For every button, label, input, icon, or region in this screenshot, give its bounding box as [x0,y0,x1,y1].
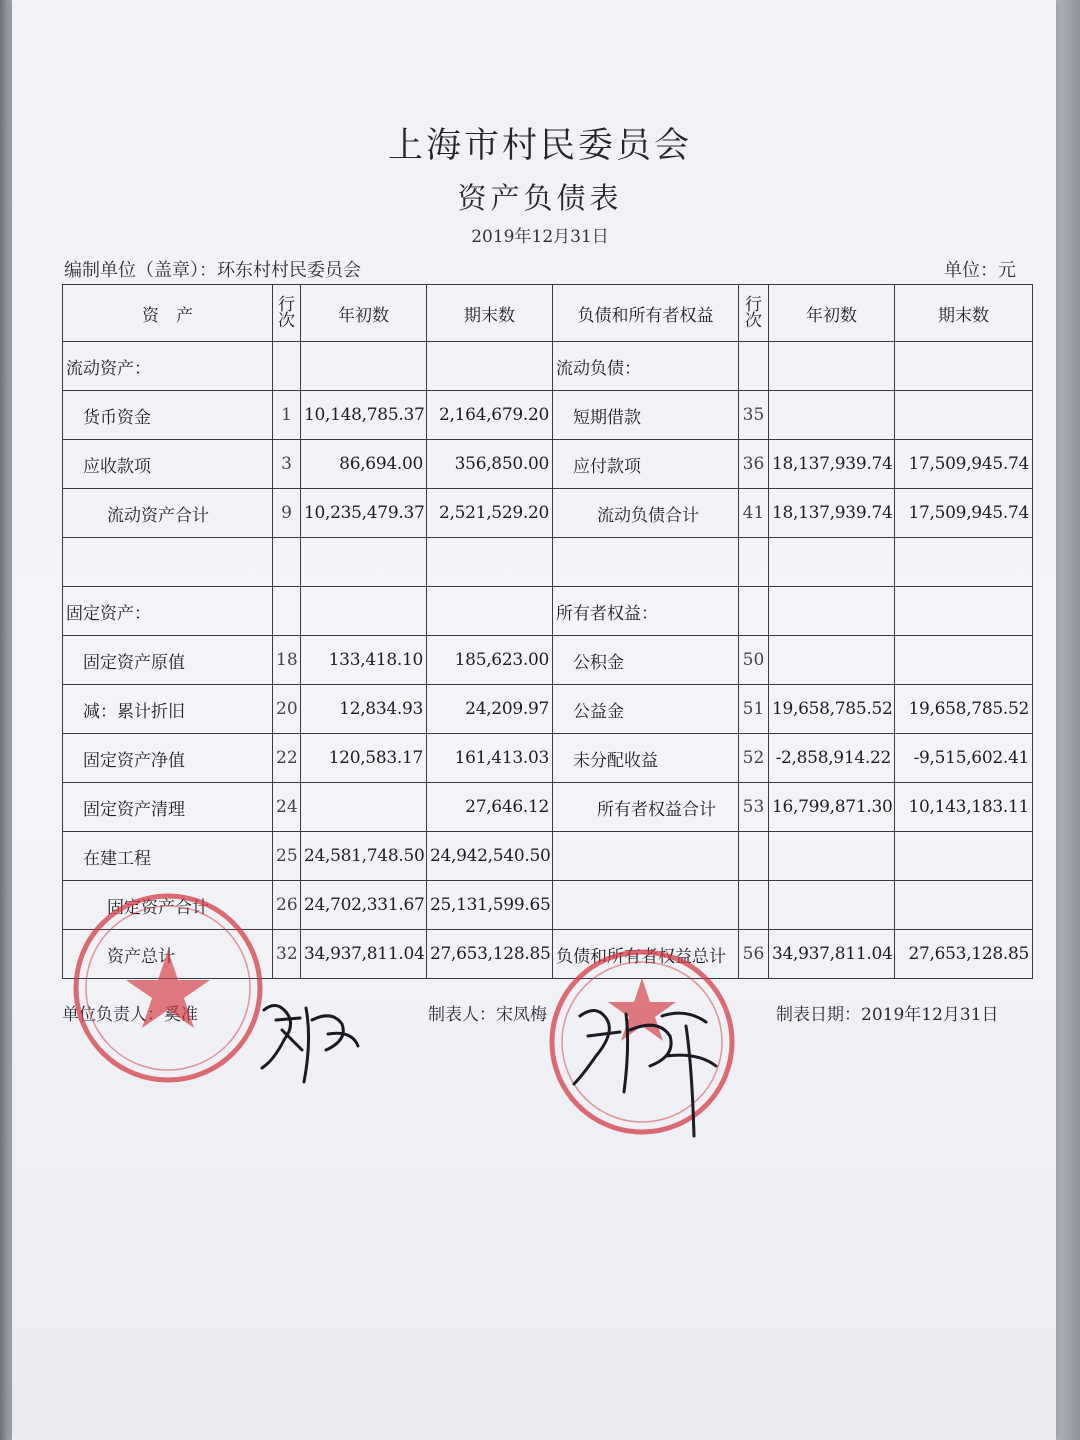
asset-row-no: 18 [273,636,301,685]
header-begin-left: 年初数 [301,285,427,342]
header-assets: 资 产 [63,285,273,342]
table-row [63,587,1033,636]
document-title: 上海市村民委员会 [387,126,692,166]
asset-end: 27,646.12 [427,783,553,832]
liability-row-no: 50 [739,636,769,685]
asset-end: 356,850.00 [427,440,553,489]
asset-row-no: 9 [273,489,301,538]
liability-begin: -2,858,914.22 [769,734,895,783]
liability-end: 17,509,945.74 [895,440,1033,489]
table-row [63,342,1033,391]
liability-begin: 34,937,811.04 [769,930,895,979]
asset-end [427,538,553,587]
liability-label: 所有者权益合计 [553,783,739,832]
asset-begin: 24,702,331.67 [301,881,427,930]
compiling-unit: 编制单位（盖章）：环东村村民委员会 [64,260,361,281]
document-subtitle: 资产负债表 [457,181,623,215]
asset-label: 在建工程 [63,832,273,881]
liability-begin: 16,799,871.30 [769,783,895,832]
liability-row-no [739,881,769,930]
asset-end: 185,623.00 [427,636,553,685]
table-row [63,489,1033,538]
unit-leader: 单位负责人：奚准 [62,1005,198,1025]
asset-end: 24,942,540.50 [427,832,553,881]
liability-label [553,538,739,587]
liability-row-no: 56 [739,930,769,979]
currency-unit: 单位：元 [944,260,1016,281]
liability-label: 流动负债： [553,342,739,391]
liability-row-no: 52 [739,734,769,783]
asset-row-no: 24 [273,783,301,832]
table-body [63,285,1033,979]
liability-label: 公积金 [553,636,739,685]
asset-begin: 133,418.10 [301,636,427,685]
liability-end [895,881,1033,930]
table-row [63,538,1033,587]
liability-label: 未分配收益 [553,734,739,783]
table-header-row [63,285,1033,342]
signature-left [256,990,366,1090]
liability-begin: 18,137,939.74 [769,489,895,538]
header-row-no-left: 行次 [273,285,301,342]
header-end-left: 期末数 [427,285,553,342]
liability-label: 应付款项 [553,440,739,489]
header-begin-right: 年初数 [769,285,895,342]
official-seal-left [68,888,268,1088]
asset-end [427,342,553,391]
asset-begin: 24,581,748.50 [301,832,427,881]
balance-sheet-table [62,284,1033,979]
liability-begin: 18,137,939.74 [769,440,895,489]
table-row [63,832,1033,881]
liability-end [895,342,1033,391]
asset-end: 161,413.03 [427,734,553,783]
table-row [63,636,1033,685]
liability-row-no: 35 [739,391,769,440]
asset-end: 25,131,599.65 [427,881,553,930]
liability-row-no [739,832,769,881]
liability-row-no: 41 [739,489,769,538]
liability-end: 10,143,183.11 [895,783,1033,832]
asset-row-no: 20 [273,685,301,734]
asset-row-no: 1 [273,391,301,440]
liability-end [895,832,1033,881]
preparation-date: 制表日期：2019年12月31日 [776,1005,999,1025]
report-date: 2019年12月31日 [471,227,609,247]
asset-label: 流动资产： [63,342,273,391]
liability-row-no [739,538,769,587]
liability-end [895,538,1033,587]
liability-row-no: 36 [739,440,769,489]
asset-label: 固定资产合计 [63,881,273,930]
asset-begin [301,538,427,587]
liability-end: 17,509,945.74 [895,489,1033,538]
asset-begin: 10,235,479.37 [301,489,427,538]
liability-begin [769,881,895,930]
liability-label [553,881,739,930]
liability-row-no [739,587,769,636]
header-end-right: 期末数 [895,285,1033,342]
asset-row-no: 26 [273,881,301,930]
liability-end: 27,653,128.85 [895,930,1033,979]
preparer: 制表人：宋凤梅 [428,1005,547,1025]
table-row [63,440,1033,489]
liability-end [895,391,1033,440]
asset-label: 固定资产： [63,587,273,636]
liability-label: 短期借款 [553,391,739,440]
liability-begin [769,538,895,587]
asset-end: 2,164,679.20 [427,391,553,440]
liability-label: 流动负债合计 [553,489,739,538]
table-row [63,391,1033,440]
asset-label: 货币资金 [63,391,273,440]
asset-label [63,538,273,587]
asset-begin: 120,583.17 [301,734,427,783]
asset-label: 资产总计 [63,930,273,979]
asset-begin [301,587,427,636]
asset-row-no [273,587,301,636]
asset-row-no [273,342,301,391]
liability-row-no: 53 [739,783,769,832]
asset-row-no [273,538,301,587]
asset-row-no: 3 [273,440,301,489]
asset-begin: 12,834.93 [301,685,427,734]
liability-label: 负债和所有者权益总计 [553,930,739,979]
asset-begin [301,783,427,832]
liability-begin [769,587,895,636]
liability-end: 19,658,785.52 [895,685,1033,734]
header-row-no-right: 行次 [739,285,769,342]
liability-label [553,832,739,881]
asset-begin [301,342,427,391]
asset-begin: 34,937,811.04 [301,930,427,979]
asset-label: 固定资产清理 [63,783,273,832]
asset-end: 24,209.97 [427,685,553,734]
liability-begin [769,636,895,685]
liability-label: 公益金 [553,685,739,734]
liability-row-no: 51 [739,685,769,734]
table-row [63,685,1033,734]
liability-begin [769,342,895,391]
asset-row-no: 22 [273,734,301,783]
asset-label: 固定资产净值 [63,734,273,783]
asset-label: 固定资产原值 [63,636,273,685]
asset-row-no: 25 [273,832,301,881]
liability-row-no [739,342,769,391]
asset-end [427,587,553,636]
asset-end: 2,521,529.20 [427,489,553,538]
asset-label: 流动资产合计 [63,489,273,538]
header-liabilities: 负债和所有者权益 [553,285,739,342]
liability-end [895,636,1033,685]
asset-row-no: 32 [273,930,301,979]
signature-right [566,996,726,1146]
asset-label: 应收款项 [63,440,273,489]
liability-end [895,587,1033,636]
liability-begin: 19,658,785.52 [769,685,895,734]
asset-label: 减：累计折旧 [63,685,273,734]
asset-begin: 86,694.00 [301,440,427,489]
liability-begin [769,391,895,440]
table-row [63,783,1033,832]
table-row [63,734,1033,783]
asset-begin: 10,148,785.37 [301,391,427,440]
liability-label: 所有者权益： [553,587,739,636]
liability-end: -9,515,602.41 [895,734,1033,783]
liability-begin [769,832,895,881]
asset-end: 27,653,128.85 [427,930,553,979]
